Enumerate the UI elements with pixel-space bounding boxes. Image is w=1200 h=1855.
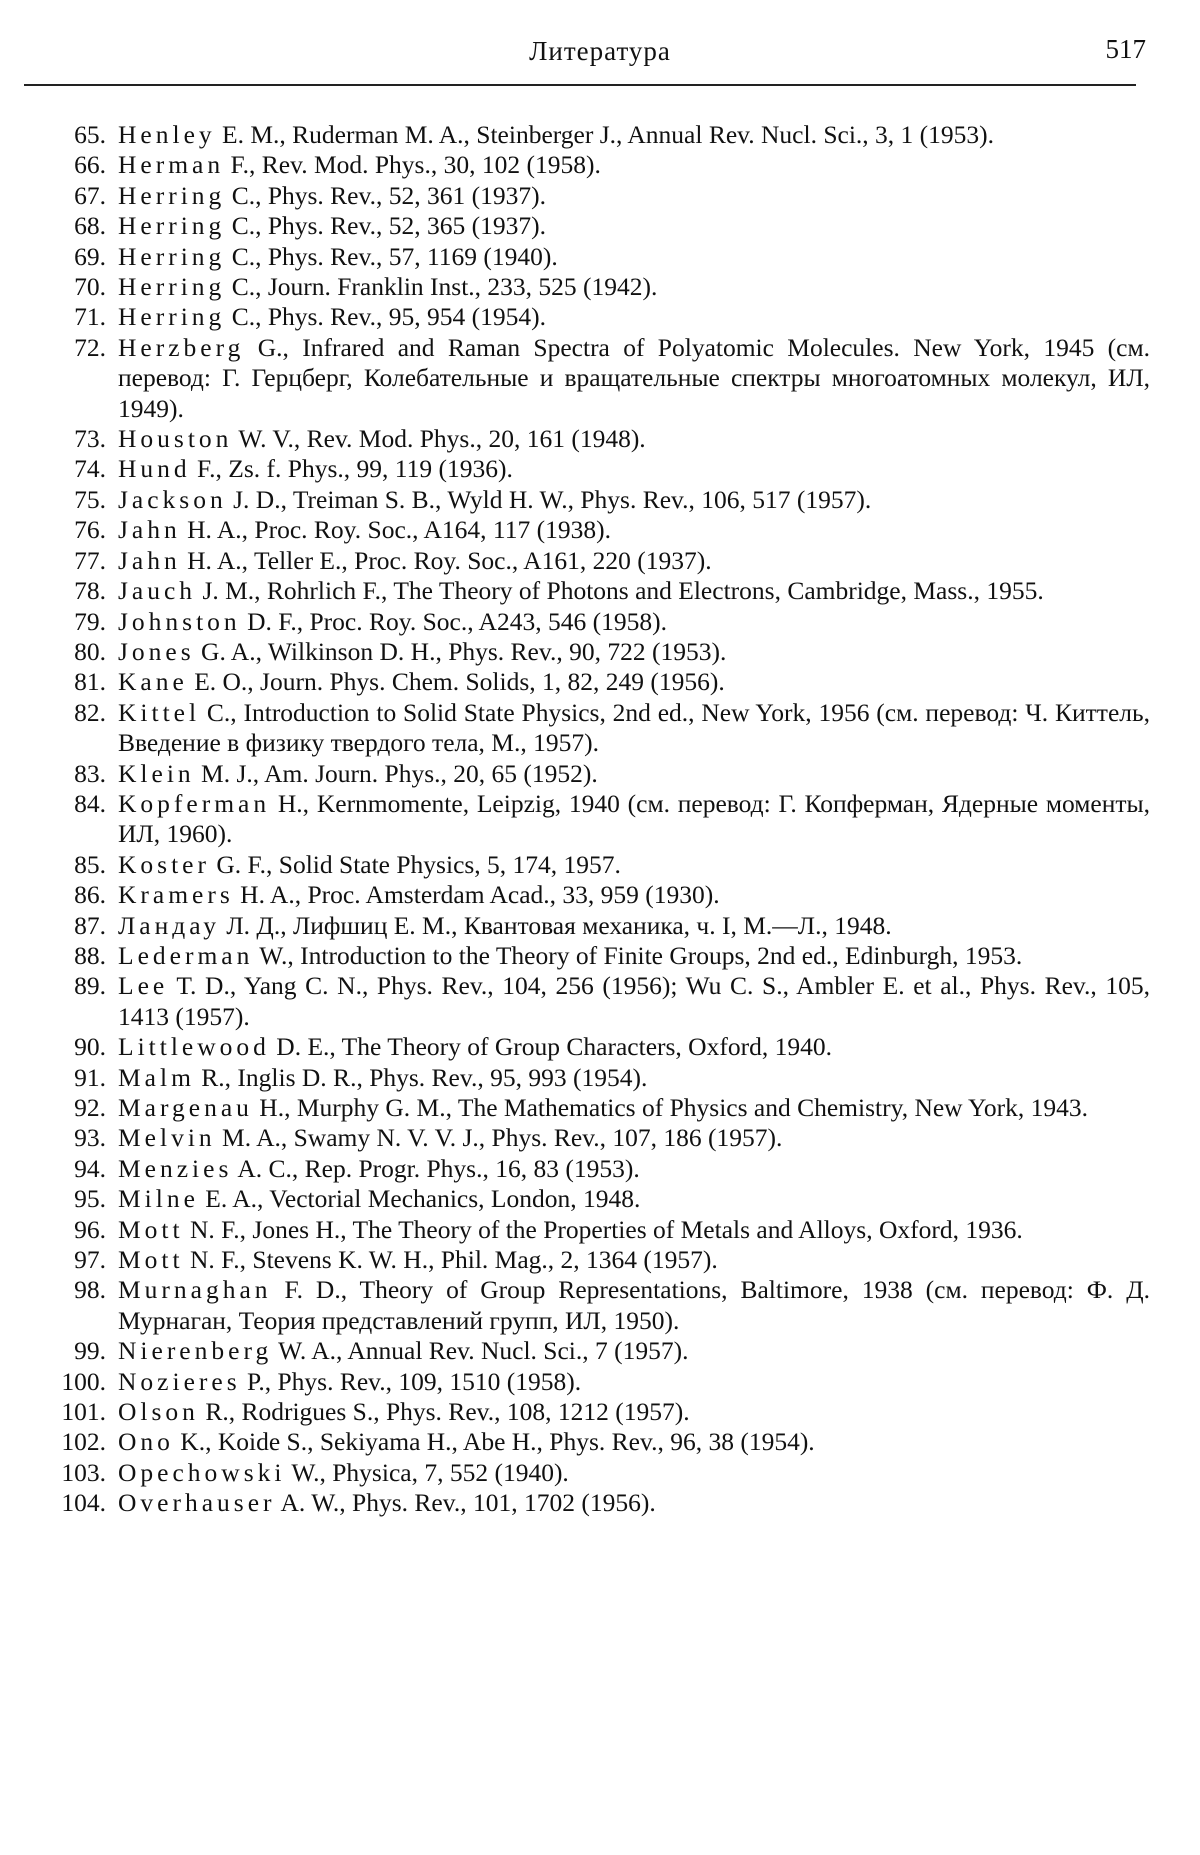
- reference-first-author: Kopferman: [118, 788, 271, 818]
- reference-first-author: Nozieres: [118, 1366, 241, 1396]
- reference-number: 70.: [74, 272, 106, 302]
- reference-text: W. A., Annual Rev. Nucl. Sci., 7 (1957).: [272, 1336, 689, 1366]
- reference-first-author: Opechowski: [118, 1457, 286, 1487]
- reference-text: G. F., Solid State Physics, 5, 174, 1957.: [209, 849, 621, 879]
- reference-first-author: Overhauser: [118, 1488, 276, 1518]
- reference-text: D. F., Proc. Roy. Soc., A243, 546 (1958).: [240, 606, 667, 636]
- reference-text: H., Murphy G. M., The Mathematics of Physics and Chemistry, New York, 1943.: [252, 1093, 1088, 1122]
- reference-item: [0, 333, 1200, 424]
- reference-number: 87.: [74, 910, 106, 940]
- reference-text: M. J., Am. Journ. Phys., 20, 65 (1952).: [194, 758, 598, 788]
- reference-number: 75.: [74, 484, 106, 514]
- reference-number: 73.: [74, 424, 106, 454]
- reference-text: E. O., Journ. Phys. Chem. Solids, 1, 82, 249 (1956).: [187, 667, 725, 697]
- reference-text: K., Koide S., Sekiyama H., Abe H., Phys. Rev., 96, 38 (1954).: [173, 1427, 815, 1457]
- reference-item: [0, 181, 1200, 211]
- running-header-title: Литература: [529, 36, 671, 66]
- reference-text: F. D., Theory of Group Representations, Baltimore, 1938 (см. перевод: Ф. Д. Мурнаган, Теория представлений групп, ИЛ, 1950).: [118, 1275, 1150, 1335]
- reference-first-author: Herring: [118, 211, 226, 241]
- reference-number: 101.: [61, 1397, 106, 1427]
- reference-item: [0, 454, 1200, 484]
- reference-item: [0, 1063, 1200, 1093]
- reference-item: [0, 1032, 1200, 1062]
- reference-text: G., Infrared and Raman Spectra of Polyatomic Molecules. New York, 1945 (см. перевод: Г. Герцберг, Колебательные и вращательные спектры многоатомных молекул, ИЛ, 1949).: [118, 332, 1150, 423]
- header-rule: [24, 84, 1136, 86]
- reference-item: [0, 211, 1200, 241]
- reference-number: 84.: [74, 788, 106, 818]
- reference-text: C., Journ. Franklin Inst., 233, 525 (1942).: [225, 272, 658, 302]
- reference-first-author: Littlewood: [118, 1032, 270, 1062]
- reference-number: 76.: [74, 515, 106, 545]
- reference-number: 72.: [74, 332, 106, 362]
- reference-first-author: Mott: [118, 1214, 184, 1244]
- reference-item: [0, 759, 1200, 789]
- reference-first-author: Johnston: [118, 606, 241, 636]
- reference-item: [0, 880, 1200, 910]
- reference-text: C., Phys. Rev., 95, 954 (1954).: [225, 302, 546, 332]
- reference-text: F., Zs. f. Phys., 99, 119 (1936).: [190, 454, 513, 484]
- reference-text: H. A., Teller E., Proc. Roy. Soc., A161, 220 (1937).: [180, 545, 712, 575]
- reference-text: R., Rodrigues S., Phys. Rev., 108, 1212 (1957).: [198, 1397, 690, 1427]
- reference-item: [0, 242, 1200, 272]
- reference-first-author: Melvin: [118, 1123, 216, 1153]
- reference-text: C., Introduction to Solid State Physics, 2nd ed., New York, 1956 (см. перевод: Ч. Киттель, Введение в физику твердого тела, М., 1957).: [118, 697, 1150, 758]
- reference-number: 74.: [74, 454, 106, 484]
- reference-item: [0, 971, 1200, 1032]
- reference-number: 71.: [74, 302, 106, 332]
- reference-number: 96.: [74, 1214, 106, 1244]
- reference-item: [0, 1367, 1200, 1397]
- reference-item: [0, 576, 1200, 606]
- reference-text: E. M., Ruderman M. A., Steinberger J., Annual Rev. Nucl. Sci., 3, 1 (1953).: [215, 120, 995, 149]
- reference-text: H., Kernmomente, Leipzig, 1940 (см. перевод: Г. Копферман, Ядерные моменты, ИЛ, 1960).: [118, 788, 1150, 849]
- reference-text: N. F., Stevens K. W. H., Phil. Mag., 2, 1364 (1957).: [183, 1245, 718, 1275]
- reference-text: T. D., Yang C. N., Phys. Rev., 104, 256 (1956); Wu C. S., Ambler E. et al., Phys. Rev., 105, 1413 (1957).: [118, 971, 1150, 1031]
- reference-text: A. C., Rep. Progr. Phys., 16, 83 (1953).: [232, 1153, 640, 1183]
- reference-first-author: Herring: [118, 241, 226, 271]
- reference-text: R., Inglis D. R., Phys. Rev., 95, 993 (1954).: [194, 1062, 648, 1092]
- reference-first-author: Kramers: [118, 880, 234, 910]
- reference-item: [0, 941, 1200, 971]
- reference-item: [0, 1458, 1200, 1488]
- reference-number: 68.: [74, 211, 106, 241]
- reference-first-author: Mott: [118, 1245, 184, 1275]
- reference-number: 86.: [74, 880, 106, 910]
- reference-item: [0, 1336, 1200, 1366]
- reference-item: [0, 1154, 1200, 1184]
- reference-first-author: Menzies: [118, 1153, 233, 1183]
- reference-number: 95.: [74, 1184, 106, 1214]
- reference-number: 80.: [74, 636, 106, 666]
- reference-first-author: Klein: [118, 758, 195, 788]
- reference-first-author: Kittel: [118, 697, 201, 727]
- reference-first-author: Murnaghan: [118, 1275, 272, 1305]
- reference-text: C., Phys. Rev., 57, 1169 (1940).: [225, 241, 558, 271]
- reference-first-author: Herring: [118, 272, 226, 302]
- reference-first-author: Jackson: [118, 484, 227, 514]
- reference-number: 92.: [74, 1093, 106, 1122]
- reference-item: [0, 850, 1200, 880]
- reference-item: [0, 272, 1200, 302]
- reference-number: 89.: [74, 971, 106, 1001]
- reference-number: 90.: [74, 1032, 106, 1062]
- reference-number: 97.: [74, 1245, 106, 1275]
- reference-number: 77.: [74, 545, 106, 575]
- reference-text: H. A., Proc. Roy. Soc., A164, 117 (1938).: [180, 515, 611, 545]
- reference-text: C., Phys. Rev., 52, 361 (1937).: [225, 180, 546, 210]
- reference-number: 88.: [74, 940, 106, 970]
- reference-first-author: Herring: [118, 302, 226, 332]
- reference-first-author: Jahn: [118, 515, 181, 545]
- reference-item: [0, 667, 1200, 697]
- reference-number: 66.: [74, 150, 106, 180]
- reference-number: 67.: [74, 180, 106, 210]
- reference-text: C., Phys. Rev., 52, 365 (1937).: [225, 211, 546, 241]
- reference-item: [0, 1275, 1200, 1336]
- reference-number: 81.: [74, 667, 106, 697]
- reference-number: 69.: [74, 241, 106, 271]
- reference-first-author: Herzberg: [118, 332, 245, 362]
- reference-item: [0, 150, 1200, 180]
- reference-item: [0, 120, 1200, 150]
- reference-first-author: Houston: [118, 424, 233, 454]
- reference-first-author: Jauch: [118, 576, 197, 606]
- reference-text: J. D., Treiman S. B., Wyld H. W., Phys. Rev., 106, 517 (1957).: [226, 484, 872, 514]
- reference-first-author: Koster: [118, 849, 210, 879]
- reference-number: 98.: [74, 1275, 106, 1305]
- reference-text: Л. Д., Лифшиц Е. М., Квантовая механика, ч. I, М.—Л., 1948.: [220, 910, 892, 940]
- reference-first-author: Ono: [118, 1427, 174, 1457]
- reference-text: N. F., Jones H., The Theory of the Properties of Metals and Alloys, Oxford, 1936.: [183, 1214, 1023, 1244]
- reference-text: A. W., Phys. Rev., 101, 1702 (1956).: [275, 1488, 656, 1518]
- reference-item: [0, 911, 1200, 941]
- reference-first-author: Hund: [118, 454, 191, 484]
- reference-list: [0, 120, 1200, 1519]
- reference-item: [0, 1488, 1200, 1518]
- reference-number: 99.: [74, 1336, 106, 1366]
- reference-item: [0, 1215, 1200, 1245]
- reference-text: D. E., The Theory of Group Characters, Oxford, 1940.: [269, 1032, 832, 1062]
- reference-item: [0, 302, 1200, 332]
- reference-item: [0, 698, 1200, 759]
- reference-first-author: Olson: [118, 1397, 199, 1427]
- reference-item: [0, 1184, 1200, 1214]
- reference-item: [0, 789, 1200, 850]
- reference-first-author: Lederman: [118, 940, 254, 970]
- reference-text: W., Introduction to the Theory of Finite Groups, 2nd ed., Edinburgh, 1953.: [253, 940, 1023, 970]
- reference-first-author: Malm: [118, 1062, 195, 1092]
- reference-first-author: Ландау: [118, 910, 221, 940]
- reference-number: 79.: [74, 606, 106, 636]
- reference-first-author: Jones: [118, 636, 195, 666]
- reference-item: [0, 637, 1200, 667]
- reference-text: W., Physica, 7, 552 (1940).: [285, 1457, 569, 1487]
- reference-number: 82.: [74, 697, 106, 727]
- reference-item: [0, 515, 1200, 545]
- reference-text: W. V., Rev. Mod. Phys., 20, 161 (1948).: [232, 424, 646, 454]
- reference-first-author: Milne: [118, 1184, 199, 1214]
- reference-text: H. A., Proc. Amsterdam Acad., 33, 959 (1930).: [233, 880, 720, 910]
- reference-number: 78.: [74, 576, 106, 606]
- reference-first-author: Herman: [118, 150, 225, 180]
- reference-text: M. A., Swamy N. V. V. J., Phys. Rev., 107, 186 (1957).: [215, 1123, 783, 1153]
- reference-number: 65.: [74, 120, 106, 149]
- reference-item: [0, 607, 1200, 637]
- reference-first-author: Henley: [118, 120, 216, 149]
- reference-item: [0, 1123, 1200, 1153]
- reference-text: E. A., Vectorial Mechanics, London, 1948.: [198, 1184, 641, 1214]
- reference-number: 93.: [74, 1123, 106, 1153]
- reference-number: 100.: [61, 1366, 106, 1396]
- reference-text: G. A., Wilkinson D. H., Phys. Rev., 90, 722 (1953).: [194, 636, 727, 666]
- reference-item: [0, 424, 1200, 454]
- reference-item: [0, 1427, 1200, 1457]
- reference-first-author: Jahn: [118, 545, 181, 575]
- reference-number: 104.: [61, 1488, 106, 1518]
- reference-item: [0, 485, 1200, 515]
- reference-number: 103.: [61, 1457, 106, 1487]
- reference-number: 102.: [61, 1427, 106, 1457]
- reference-number: 83.: [74, 758, 106, 788]
- reference-item: [0, 1093, 1200, 1123]
- reference-text: J. M., Rohrlich F., The Theory of Photons and Electrons, Cambridge, Mass., 1955.: [196, 576, 1044, 606]
- page-number: 517: [1105, 34, 1146, 64]
- reference-item: [0, 546, 1200, 576]
- reference-first-author: Kane: [118, 667, 188, 697]
- reference-first-author: Lee: [118, 971, 169, 1001]
- reference-text: F., Rev. Mod. Phys., 30, 102 (1958).: [224, 150, 601, 180]
- reference-text: P., Phys. Rev., 109, 1510 (1958).: [240, 1366, 582, 1396]
- reference-number: 94.: [74, 1153, 106, 1183]
- reference-number: 85.: [74, 849, 106, 879]
- reference-number: 91.: [74, 1062, 106, 1092]
- reference-item: [0, 1397, 1200, 1427]
- reference-item: [0, 1245, 1200, 1275]
- reference-first-author: Nierenberg: [118, 1336, 273, 1366]
- reference-first-author: Margenau: [118, 1093, 253, 1122]
- reference-first-author: Herring: [118, 180, 226, 210]
